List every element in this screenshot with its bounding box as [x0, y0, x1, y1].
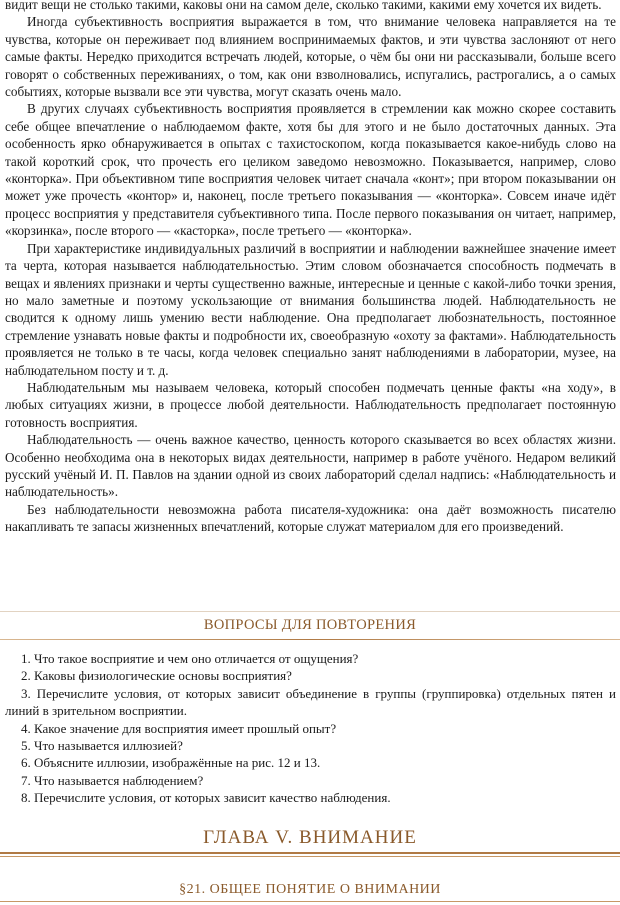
paragraph: Иногда субъективность восприятия выражается в том, что внимание человека направляется на те чувства, которые он переживает под влиянием воспринимаемых фактов, и эти чувства заслоняют от него самые факты. Нередко приходится встречать людей, которые, о чём бы они ни рассказывали, больше всего говорят о собственных переживаниях, о том, как они взволновались, испугались, растрогались, а о самых событиях, которые вызвали все эти чувства, могут сказать очень мало. — [5, 14, 616, 100]
question-item: 6. Объясните иллюзии, изображённые на рис. 12 и 13. — [21, 755, 321, 771]
section-title: §21. ОБЩЕЕ ПОНЯТИЕ О ВНИМАНИИ — [179, 882, 441, 897]
divider — [0, 856, 620, 857]
chapter-title: ГЛАВА V. ВНИМАНИЕ — [203, 827, 417, 848]
divider — [0, 639, 620, 640]
paragraph: Наблюдательным мы называем человека, который способен подмечать ценные факты «на ходу», в любых ситуациях жизни, в процессе любой деятельности. Наблюдательность предполагает постоянную готовность восприятия. — [5, 379, 616, 430]
question-item: 5. Что называется иллюзией? — [21, 738, 183, 754]
question-item: 2. Каковы физиологические основы восприятия? — [21, 668, 292, 684]
divider — [0, 901, 620, 902]
question-item: 3. Перечислите условия, от которых зависит объединение в группы (группировка) отдельных пятен и линий в зрительном восприятии. — [5, 685, 616, 719]
paragraph: В других случаях субъективность восприятия проявляется в стремлении как можно скорее составить себе общее впечатление о наблюдаемом факте, хотя бы для этого и не было достаточных данных. Эта особенность ярко обнаруживается в опытах с тахистоскопом, когда показывается какое-нибудь слово на такой короткий срок, что прочесть его целиком заведомо невозможно. Показывается, например, слово «конторка». При объективном типе восприятия человек читает сначала «конт»; при втором показывании он может уже прочесть «контор» и, наконец, после третьего показывания — «конторка». Совсем иначе идёт процесс восприятия у представителя субъективного типа. После первого показывания он читает, например, «корзинка», после второго — «касторка», после третьего — «конторка». — [5, 101, 616, 239]
paragraph: При характеристике индивидуальных различий в восприятии и наблюдении важнейшее значение имеет та черта, которая называется наблюдательностью. Этим словом обозначается способность подмечать в вещах и явлениях признаки и черты существенно важные, интересные и ценные с какой-либо точки зрения, но мало заметные и поэтому ускользающие от внимания большинства людей. Наблюдательность не сводится к одному лишь умению вести наблюдение. Она предполагает любознательность, постоянное стремление узнавать новые факты и подробности их, своеобразную «охоту за фактами». Наблюдательность проявляется не только в те часы, когда человек специально занят наблюдениями в лаборатории, музее, на наблюдательном посту и т. д. — [5, 240, 616, 378]
paragraph: Наблюдательность — очень важное качество, ценность которого сказывается во всех областях жизни. Особенно необходима она в некоторых видах деятельности, например в работе учёного. Недаром великий русский учёный И. П. Павлов на здании одной из своих лабораторий сделал надпись: «Наблюдательность и наблюдательность». — [5, 432, 616, 500]
divider — [0, 852, 620, 854]
body-text — [5, 0, 616, 536]
question-item: 8. Перечислите условия, от которых зависит качество наблюдения. — [21, 790, 391, 806]
question-item: 1. Что такое восприятие и чем оно отличается от ощущения? — [21, 651, 359, 666]
question-item: 4. Какое значение для восприятия имеет прошлый опыт? — [21, 720, 337, 736]
paragraph: видит вещи не столько такими, каковы они на самом деле, сколько такими, какими ему хочется их видеть. — [5, 0, 602, 12]
question-item: 7. Что называется наблюдением? — [21, 772, 204, 788]
questions-heading: ВОПРОСЫ ДЛЯ ПОВТОРЕНИЯ — [203, 617, 417, 633]
paragraph: Без наблюдательности невозможна работа писателя-художника: она даёт возможность писателю накапливать те запасы жизненных впечатлений, которые служат материалом для его произведений. — [5, 501, 616, 535]
questions-list — [5, 650, 616, 807]
